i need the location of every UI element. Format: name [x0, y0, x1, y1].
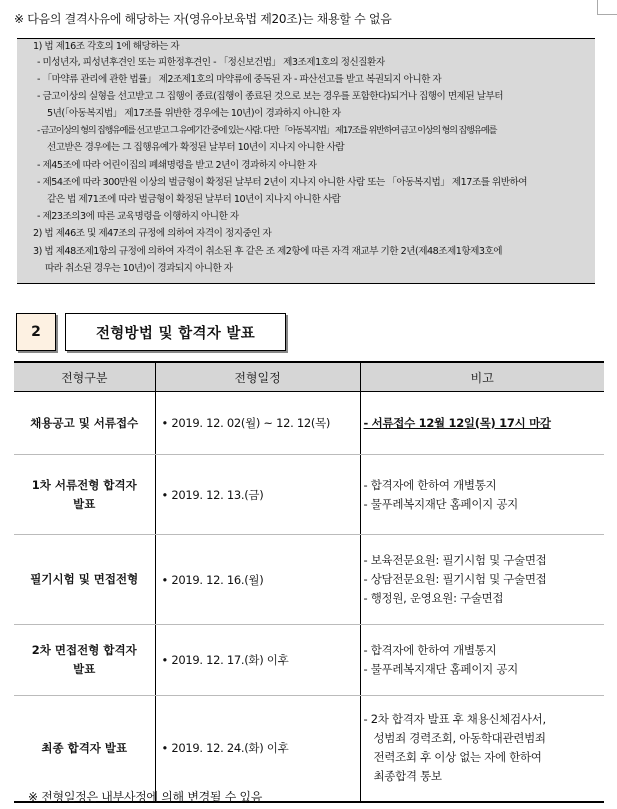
- column-header-stage: 전형구분: [14, 362, 155, 392]
- notes-cell: [360, 625, 604, 696]
- column-header-notes: 비고: [360, 362, 604, 392]
- schedule-cell: • 2019. 12. 17.(화) 이후: [155, 625, 360, 696]
- note-line: - 물푸레복지재단 홈페이지 공지: [363, 662, 518, 676]
- schedule-change-footnote: ※ 전형일정은 내부사정에 의해 변경될 수 있음: [28, 790, 263, 804]
- disqualification-line: 1) 법 제16조 각호의 1에 해당하는 자: [33, 41, 180, 52]
- disqualification-box: [17, 38, 595, 284]
- disqualification-line: 따라 취소된 경우는 10년)이 경과되지 아니한 자: [45, 263, 233, 274]
- section-number: 2: [16, 313, 56, 351]
- disqualification-line: - 금고이상의 실형을 선고받고 그 집행이 종료(집행이 종료된 것으로 보는 경우를 포함한다)되거나 집행이 면제된 날부터: [37, 91, 503, 102]
- table-row: [14, 696, 604, 802]
- disqualification-line: 5년(「아동복지법」 제17조를 위반한 경우에는 10년)이 경과하지 아니한 자: [47, 108, 341, 119]
- stage-label: 발표: [73, 496, 96, 511]
- disqualification-line: 2) 법 제46조 및 제47조의 규정에 의하여 자격이 정지중인 자: [33, 228, 272, 239]
- table-row: [14, 455, 604, 535]
- table-header-row: [14, 362, 604, 392]
- disqualification-line: 3) 법 제48조제1항의 규정에 의하여 자격이 취소된 후 같은 조 제2항에 따른 자격 재교부 기한 2년(제48조제1항제3호에: [33, 246, 503, 257]
- note-line: - 물푸레복지재단 홈페이지 공지: [363, 496, 518, 511]
- note-line: - 서류접수 12월 12일(목) 17시 마감: [363, 415, 551, 430]
- disqualification-line: - 미성년자, 피성년후견인 또는 피한정후견인 - 「정신보건법」 제3조제1호의 정신질환자: [37, 57, 385, 68]
- disqualification-line: - 금고이상의 형의 집행유예를 선고 받고 그 유예기간 중에 있는 사람. 다만 「아동복지법」 제17조를 위반하여 금고 이상의 형의 집행유예를: [37, 125, 497, 136]
- schedule-cell: • 2019. 12. 13.(금): [155, 455, 360, 535]
- disqualification-line: 같은 법 제71조에 따라 벌금형이 확정된 날부터 10년이 지나지 아니한 사람: [47, 194, 341, 205]
- stage-label: 1차 서류전형 합격자: [31, 477, 137, 492]
- schedule-table: [14, 361, 604, 803]
- disqualification-line: - 제54조에 따라 300만원 이상의 벌금형이 확정된 날부터 2년이 지나지 아니한 사람 또는 「아동복지법」 제17조를 위반하여: [37, 177, 527, 188]
- note-line: - 상담전문요원: 필기시험 및 구술면접: [363, 572, 547, 586]
- section-title: 전형방법 및 합격자 발표: [65, 313, 286, 351]
- disqualification-notice: ※ 다음의 결격사유에 해당하는 자(영유아보육법 제20조)는 채용할 수 없음: [14, 12, 392, 26]
- schedule-cell: • 2019. 12. 02(월) ~ 12. 12(목): [155, 392, 360, 455]
- notes-cell: [360, 696, 604, 802]
- table-row: [14, 535, 604, 625]
- disqualification-line: - 제23조의3에 따른 교육명령을 이행하지 아니한 자: [37, 211, 239, 222]
- stage-cell: [14, 625, 155, 696]
- note-line: - 합격자에 한하여 개별통지: [363, 643, 497, 657]
- disqualification-line: 선고받은 경우에는 그 집행유예가 확정된 날부터 10년이 지나지 아니한 사람: [47, 142, 345, 153]
- disqualification-line: - 「마약류 관리에 관한 법률」 제2조제1호의 마약류에 중독된 자 - 파산선고를 받고 복권되지 아니한 자: [37, 74, 442, 85]
- stage-label: 필기시험 및 면접전형: [30, 572, 139, 586]
- schedule-cell: • 2019. 12. 24.(화) 이후: [155, 696, 360, 802]
- disqualification-line: - 제45조에 따라 어린이집의 폐쇄명령을 받고 2년이 경과하지 아니한 자: [37, 160, 317, 171]
- stage-label: 발표: [73, 662, 96, 676]
- column-header-schedule: 전형일정: [155, 362, 360, 392]
- note-line: - 2차 합격자 발표 후 채용신체검사서,: [363, 712, 546, 727]
- stage-label: 채용공고 및 서류접수: [30, 415, 139, 430]
- stage-cell: [14, 696, 155, 802]
- note-line: - 합격자에 한하여 개별통지: [363, 477, 497, 492]
- note-line: - 보육전문요원: 필기시험 및 구술면접: [363, 553, 547, 567]
- stage-cell: [14, 455, 155, 535]
- note-line: 성범죄 경력조회, 아동학대관련범죄: [373, 731, 546, 746]
- schedule-cell: • 2019. 12. 16.(월): [155, 535, 360, 625]
- stage-cell: [14, 392, 155, 455]
- stage-label: 2차 면접전형 합격자: [31, 643, 137, 657]
- notes-cell: [360, 392, 604, 455]
- table-row: [14, 392, 604, 455]
- notes-cell: [360, 535, 604, 625]
- stage-cell: [14, 535, 155, 625]
- note-line: 전력조회 후 이상 없는 자에 한하여: [373, 750, 542, 765]
- page-corner-mark: [597, 0, 617, 15]
- note-line: 최종합격 통보: [373, 769, 442, 784]
- notes-cell: [360, 455, 604, 535]
- stage-label: 최종 합격자 발표: [41, 740, 128, 755]
- note-line: - 행정원, 운영요원: 구술면접: [363, 591, 504, 605]
- table-row: [14, 625, 604, 696]
